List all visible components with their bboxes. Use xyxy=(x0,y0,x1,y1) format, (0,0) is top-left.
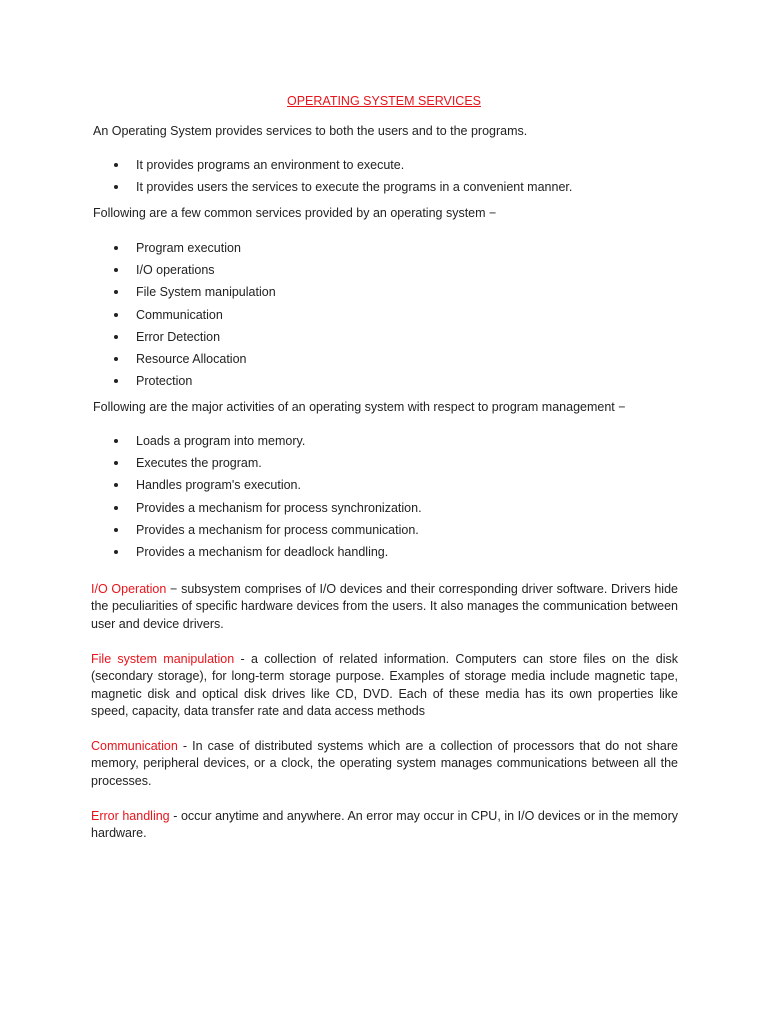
page-title: OPERATING SYSTEM SERVICES xyxy=(286,94,482,108)
list-item: It provides programs an environment to execute. xyxy=(0,156,572,178)
file-system-paragraph xyxy=(91,651,678,721)
list-item: File System manipulation xyxy=(0,283,276,305)
io-operation-term: I/O Operation xyxy=(91,582,167,596)
error-handling-term: Error handling xyxy=(91,809,170,823)
file-system-text: - a collection of related information. Computers can store files on the disk (secondary storage), for long-term storage purpose. Examples of storage media include magnetic tape, magnetic disk and optical disk drives like CD, DVD. Each of these media has its own properties like speed, capacity, data transfer rate and data access methods xyxy=(91,652,678,719)
error-handling-paragraph xyxy=(91,808,678,843)
list-item: It provides users the services to execute the programs in a convenient manner. xyxy=(0,178,572,200)
communication-paragraph xyxy=(91,738,678,790)
io-operation-paragraph xyxy=(91,581,678,633)
list-item: Provides a mechanism for deadlock handling. xyxy=(0,543,422,565)
list-item: Loads a program into memory. xyxy=(0,432,422,454)
list-item: Program execution xyxy=(0,239,276,261)
communication-text: - In case of distributed systems which are a collection of processors that do not share memory, peripheral devices, or a clock, the operating system manages communications between all the processes. xyxy=(91,739,678,788)
file-system-term: File system manipulation xyxy=(91,652,235,666)
io-operation-text: − subsystem comprises of I/O devices and their corresponding driver software. Drivers hide the peculiarities of specific hardware devices from the users. It also manages the communication between user and device drivers. xyxy=(91,582,678,631)
error-handling-text: - occur anytime and anywhere. An error may occur in CPU, in I/O devices or in the memory hardware. xyxy=(91,809,678,841)
activities-lead-text: Following are the major activities of an operating system with respect to program management − xyxy=(93,400,626,414)
list-item: Error Detection xyxy=(0,328,276,350)
communication-term: Communication xyxy=(91,739,178,753)
list-item: Provides a mechanism for process communication. xyxy=(0,521,422,543)
activities-list xyxy=(0,432,422,565)
list-item: Protection xyxy=(0,372,276,394)
list-item: Communication xyxy=(0,306,276,328)
services-lead-text: Following are a few common services provided by an operating system − xyxy=(93,206,497,220)
intro-bullet-list xyxy=(0,156,572,200)
list-item: I/O operations xyxy=(0,261,276,283)
services-list xyxy=(0,239,276,394)
list-item: Handles program's execution. xyxy=(0,476,422,498)
list-item: Resource Allocation xyxy=(0,350,276,372)
list-item: Executes the program. xyxy=(0,454,422,476)
intro-text: An Operating System provides services to both the users and to the programs. xyxy=(93,124,528,138)
list-item: Provides a mechanism for process synchronization. xyxy=(0,499,422,521)
